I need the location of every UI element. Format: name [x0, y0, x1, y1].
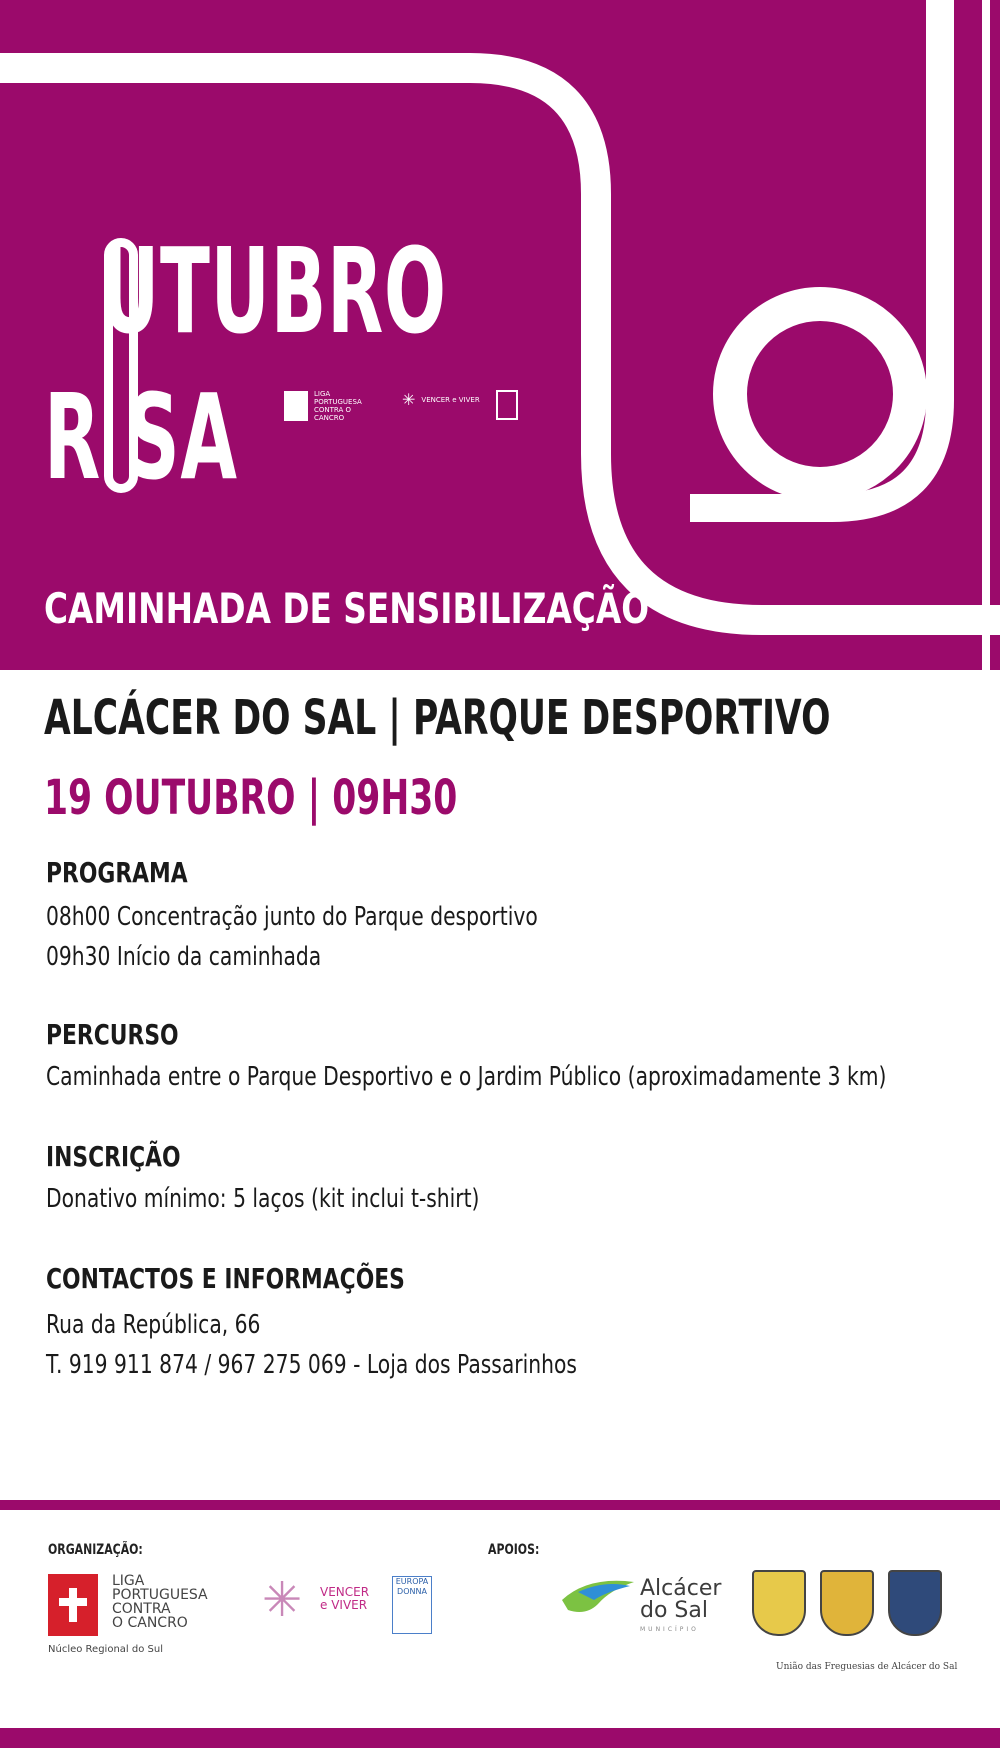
- uniao-freguesias-text: União das Freguesias de Alcácer do Sal: [776, 1662, 958, 1672]
- section-heading-inscricao: INSCRIÇÃO: [46, 1140, 181, 1173]
- header-lpcc-logo: [284, 390, 374, 422]
- alcacer-logo-text: [640, 1578, 721, 1622]
- vencer-viver-star-icon: ✳: [262, 1572, 303, 1628]
- lpcc-mark-icon: [284, 391, 308, 421]
- lpcc-logo-icon: [48, 1574, 98, 1636]
- lpcc-line-1: LIGA: [112, 1573, 145, 1589]
- header-vencer-text: VENCER e VIVER: [421, 395, 480, 404]
- percurso-line-1: Caminhada entre o Parque Desportivo e o Jardim Público (aproximadamente 3 km): [46, 1062, 887, 1092]
- subtitle: CAMINHADA DE SENSIBILIZAÇÃO: [44, 584, 650, 633]
- municipio-text: MUNICÍPIO: [640, 1626, 699, 1633]
- alcacer-line-2: do Sal: [640, 1598, 708, 1623]
- content-panel: [0, 670, 1000, 1500]
- alcacer-swallow-icon: [558, 1570, 638, 1620]
- europa-donna-logo: EUROPA DONNA: [392, 1576, 432, 1634]
- nucleo-regional-text: Núcleo Regional do Sul: [48, 1644, 163, 1655]
- section-heading-percurso: PERCURSO: [46, 1018, 179, 1051]
- vencer-star-icon: ✳: [402, 390, 416, 409]
- lpcc-logo-text: [112, 1574, 208, 1630]
- title-rosa: R SA: [44, 368, 238, 506]
- crest-1-icon: [752, 1570, 806, 1636]
- vencer-line-1: VENCER: [320, 1585, 370, 1599]
- programa-line-2: 09h30 Início da caminhada: [46, 942, 322, 972]
- event-date-time: 19 OUTUBRO | 09H30: [44, 770, 458, 826]
- section-heading-contactos: CONTACTOS E INFORMAÇÕES: [46, 1262, 405, 1295]
- lpcc-line-2: PORTUGUESA: [112, 1587, 208, 1603]
- crest-2-icon: [820, 1570, 874, 1636]
- programa-line-1: 08h00 Concentração junto do Parque desportivo: [46, 902, 538, 932]
- header-europa-donna-icon: [496, 390, 518, 420]
- lpcc-line-3: CONTRA: [112, 1601, 171, 1617]
- contactos-line-1: Rua da República, 66: [46, 1310, 261, 1340]
- inscricao-line-1: Donativo mínimo: 5 laços (kit inclui t-shirt): [46, 1184, 480, 1214]
- contactos-line-2: T. 919 911 874 / 967 275 069 - Loja dos Passarinhos: [46, 1350, 577, 1380]
- vencer-line-2: e VIVER: [320, 1598, 368, 1612]
- footer-logos: [0, 1510, 1000, 1728]
- lpcc-line-4: O CANCRO: [112, 1615, 188, 1631]
- crest-3-icon: [888, 1570, 942, 1636]
- vencer-viver-text: [320, 1586, 369, 1612]
- section-heading-programa: PROGRAMA: [46, 856, 188, 889]
- alcacer-line-1: Alcácer: [640, 1576, 722, 1601]
- header-lpcc-text: LIGA PORTUGUESA CONTRA O CANCRO: [314, 390, 362, 422]
- lpcc-cross-icon: [48, 1574, 98, 1636]
- header-vencer-logo: [402, 390, 480, 409]
- title-outubro: UTUBRO: [100, 222, 447, 360]
- event-location: ALCÁCER DO SAL | PARQUE DESPORTIVO: [44, 690, 831, 746]
- organizacao-label: ORGANIZAÇÃO:: [48, 1542, 143, 1558]
- apoios-label: APOIOS:: [488, 1542, 540, 1558]
